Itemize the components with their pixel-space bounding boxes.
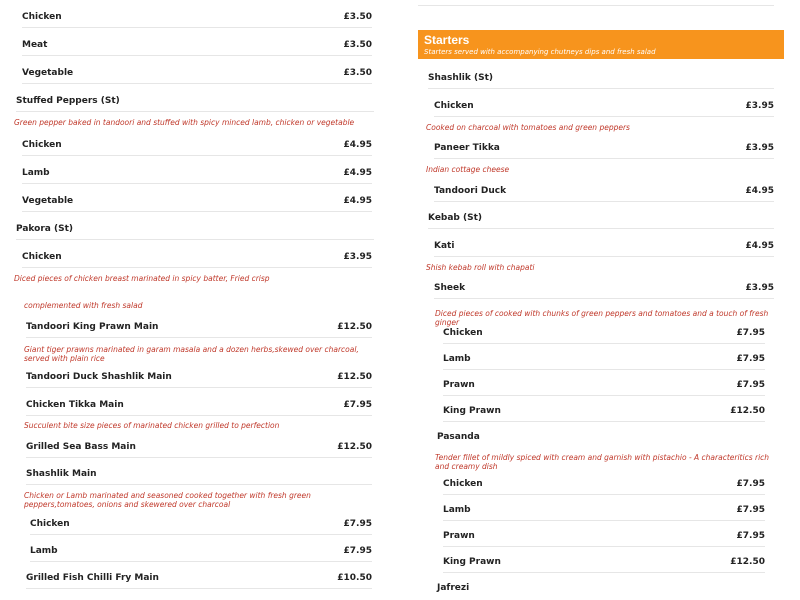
- item-price: £12.50: [337, 441, 372, 452]
- item-name: King Prawn: [443, 556, 501, 567]
- heading-label: Shashlik (St): [428, 72, 494, 83]
- item-name: Grilled Fish Chilli Fry Main: [26, 572, 159, 583]
- item-name: Chicken: [443, 327, 483, 338]
- menu-item-row[interactable]: [26, 394, 372, 416]
- item-price: £7.95: [736, 504, 765, 515]
- menu-item-row[interactable]: [30, 513, 372, 535]
- section-heading: [437, 426, 774, 448]
- menu-item-row[interactable]: [26, 436, 372, 458]
- menu-item-row[interactable]: [26, 366, 372, 388]
- section-heading: [428, 207, 774, 229]
- item-price: £3.50: [343, 11, 372, 22]
- menu-item-row[interactable]: [22, 134, 372, 156]
- heading-label: Pasanda: [437, 432, 480, 442]
- item-description: complemented with fresh salad: [24, 301, 143, 310]
- item-price: £3.95: [343, 251, 372, 262]
- item-name: Lamb: [22, 167, 50, 178]
- item-name: Lamb: [30, 545, 58, 556]
- item-description: Chicken or Lamb marinated and seasoned cooked together with fresh green peppers,tomatoes, onions and skewered over charcoal: [24, 491, 311, 510]
- section-heading: [437, 577, 774, 599]
- item-name: Lamb: [443, 353, 471, 364]
- item-name: Tandoori Duck Shashlik Main: [26, 371, 172, 382]
- heading-label: Stuffed Peppers (St): [16, 95, 120, 106]
- item-name: Vegetable: [22, 195, 74, 206]
- item-description: Tender fillet of mildly spiced with cream and garnish with pistachio - A characteritics rich and creamy dish: [435, 453, 770, 472]
- menu-item-row[interactable]: [22, 62, 372, 84]
- section-heading: [428, 67, 774, 89]
- menu-item-row[interactable]: [26, 567, 372, 589]
- item-price: £3.95: [745, 100, 774, 111]
- heading-label: Shashlik Main: [26, 468, 97, 479]
- item-name: Tandoori Duck: [434, 185, 507, 196]
- section-heading: [26, 463, 372, 485]
- menu-item-row[interactable]: [22, 162, 372, 184]
- item-price: £7.95: [343, 545, 372, 556]
- banner-title: Starters: [424, 33, 470, 47]
- menu-item-row[interactable]: [22, 6, 372, 28]
- banner-subtitle: Starters served with accompanying chutneys dips and fresh salad: [424, 48, 656, 56]
- section-heading: [16, 218, 374, 240]
- item-name: Meat: [22, 39, 48, 50]
- item-name: Chicken: [22, 251, 62, 262]
- menu-item-row[interactable]: [434, 235, 774, 257]
- item-price: £3.50: [343, 39, 372, 50]
- item-description: Succulent bite size pieces of marinated chicken grilled to perfection: [24, 421, 280, 430]
- item-name: Sheek: [434, 282, 466, 293]
- menu-item-row[interactable]: [22, 190, 372, 212]
- clipped-row-fragment: [22, 294, 372, 300]
- item-name: Chicken: [22, 11, 62, 22]
- item-name: Chicken: [434, 100, 474, 111]
- item-description: Giant tiger prawns marinated in garam masala and a dozen herbs,skewed over charcoal, served with plain rice: [24, 345, 359, 364]
- item-name: Grilled Sea Bass Main: [26, 441, 136, 452]
- menu-item-row[interactable]: [443, 551, 765, 573]
- heading-label: Kebab (St): [428, 212, 483, 223]
- menu-item-row[interactable]: [443, 525, 765, 547]
- item-name: Vegetable: [22, 67, 74, 78]
- menu-item-row[interactable]: [443, 348, 765, 370]
- menu-item-row[interactable]: [443, 322, 765, 344]
- item-price: £7.95: [343, 518, 372, 529]
- item-price: £7.95: [736, 478, 765, 489]
- item-name: Kati: [434, 240, 455, 251]
- item-price: £7.95: [736, 379, 765, 390]
- item-price: £4.95: [343, 195, 372, 206]
- menu-item-row[interactable]: [22, 246, 372, 268]
- menu-item-row[interactable]: [443, 400, 765, 422]
- item-price: £12.50: [337, 371, 372, 382]
- item-price: £12.50: [337, 321, 372, 332]
- item-price: £4.95: [343, 167, 372, 178]
- item-price: £3.95: [745, 282, 774, 293]
- menu-item-row[interactable]: [443, 499, 765, 521]
- menu-item-row[interactable]: [22, 34, 372, 56]
- item-description: Cooked on charcoal with tomatoes and green peppers: [426, 123, 630, 132]
- item-price: £4.95: [745, 185, 774, 196]
- heading-label: Pakora (St): [16, 223, 74, 234]
- menu-item-row[interactable]: [434, 137, 774, 159]
- heading-label: Jafrezi: [437, 583, 470, 593]
- item-description: Indian cottage cheese: [426, 165, 510, 174]
- menu-item-row[interactable]: [434, 95, 774, 117]
- starters-banner: [418, 30, 784, 59]
- item-name: Paneer Tikka: [434, 142, 500, 153]
- item-description: Shish kebab roll with chapati: [426, 263, 535, 272]
- item-name: Prawn: [443, 379, 475, 390]
- item-description: Diced pieces of cooked with chunks of green peppers and tomatoes and a touch of fresh ginger: [435, 309, 769, 328]
- menu-item-row[interactable]: [443, 374, 765, 396]
- item-name: Prawn: [443, 530, 475, 541]
- item-price: £3.50: [343, 67, 372, 78]
- item-price: £4.95: [343, 139, 372, 150]
- item-price: £10.50: [337, 572, 372, 583]
- item-price: £7.95: [736, 327, 765, 338]
- item-price: £7.95: [736, 353, 765, 364]
- menu-item-row[interactable]: [434, 180, 774, 202]
- item-price: £7.95: [736, 530, 765, 541]
- item-name: Chicken: [22, 139, 62, 150]
- item-name: Chicken: [30, 518, 70, 529]
- item-description: Diced pieces of chicken breast marinated in spicy batter, Fried crisp: [14, 274, 270, 283]
- item-price: £12.50: [730, 405, 765, 416]
- item-name: Lamb: [443, 504, 471, 515]
- item-price: £4.95: [745, 240, 774, 251]
- item-price: £12.50: [730, 556, 765, 567]
- item-name: Chicken Tikka Main: [26, 399, 124, 410]
- item-price: £3.95: [745, 142, 774, 153]
- item-name: Chicken: [443, 478, 483, 489]
- divider: [418, 0, 774, 6]
- menu-item-row[interactable]: [26, 316, 372, 338]
- item-price: £7.95: [343, 399, 372, 410]
- item-name: Tandoori King Prawn Main: [26, 321, 159, 332]
- menu-item-row[interactable]: [30, 540, 372, 562]
- menu-item-row[interactable]: [443, 473, 765, 495]
- item-name: King Prawn: [443, 405, 501, 416]
- section-heading: [16, 90, 374, 112]
- menu-item-row[interactable]: [434, 277, 774, 299]
- item-description: Green pepper baked in tandoori and stuffed with spicy minced lamb, chicken or vegetable: [14, 118, 355, 127]
